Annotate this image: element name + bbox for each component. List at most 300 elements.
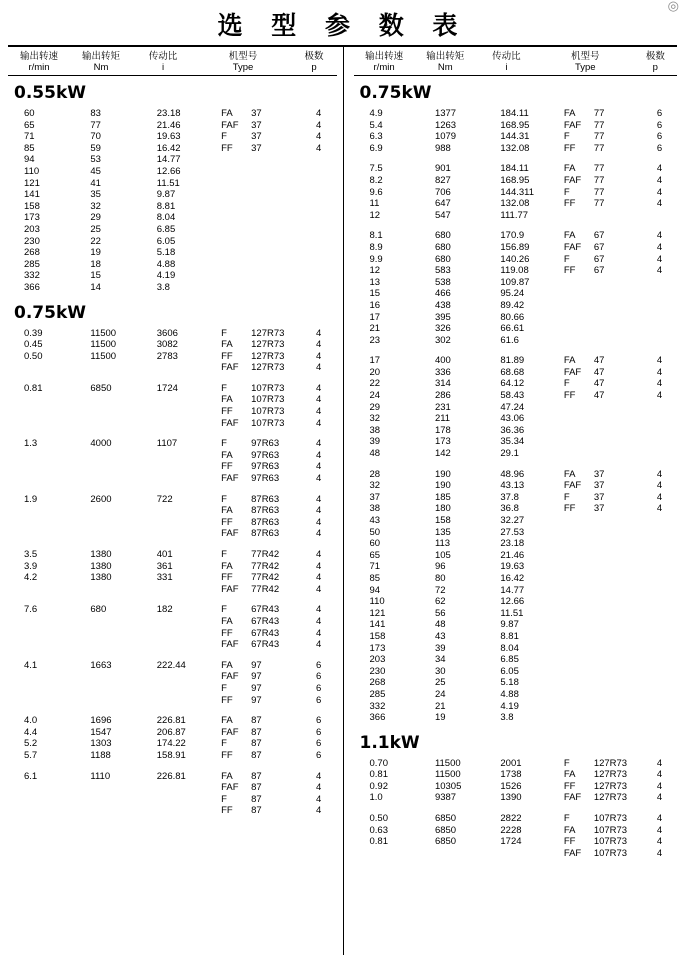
table-row bbox=[8, 131, 337, 143]
cell-ratio: 111.77 bbox=[500, 209, 529, 221]
cell-torque: 1303 bbox=[90, 738, 112, 750]
cell-ratio: 66.61 bbox=[500, 323, 525, 335]
cell-ratio: 361 bbox=[156, 560, 173, 572]
cell-torque: 135 bbox=[434, 526, 451, 538]
cell-poles: 4 bbox=[315, 782, 322, 794]
type-prefix: FA bbox=[563, 108, 576, 119]
cell-type bbox=[207, 528, 301, 540]
type-model: 37 bbox=[593, 480, 605, 492]
cell-poles: 4 bbox=[315, 516, 322, 528]
cell-ratio: 43.13 bbox=[500, 480, 525, 492]
cell-type bbox=[550, 608, 642, 620]
cell-type bbox=[207, 639, 301, 651]
cell-speed: 1.9 bbox=[24, 493, 38, 505]
cell-speed: 13 bbox=[369, 276, 381, 288]
cell-poles: 4 bbox=[315, 350, 322, 362]
type-model: 47 bbox=[593, 355, 605, 367]
cell-torque: 1263 bbox=[434, 119, 457, 131]
table-row bbox=[354, 355, 678, 367]
cell-torque: 466 bbox=[434, 288, 451, 300]
cell-ratio: 32.27 bbox=[500, 515, 525, 526]
cell-poles: 6 bbox=[315, 738, 322, 750]
table-group bbox=[8, 328, 337, 374]
cell-type bbox=[550, 187, 642, 199]
table-row bbox=[354, 503, 678, 515]
cell-torque: 62 bbox=[434, 596, 446, 608]
section-title: 1.1kW bbox=[359, 732, 420, 753]
cell-torque: 4000 bbox=[90, 438, 112, 450]
table-row bbox=[8, 805, 337, 817]
cell-type bbox=[207, 660, 301, 672]
cell-torque: 30 bbox=[434, 665, 446, 677]
section-title: 0.75kW bbox=[359, 83, 432, 103]
type-model: 97 bbox=[251, 659, 262, 671]
cell-type bbox=[550, 108, 642, 120]
cell-poles bbox=[642, 448, 677, 460]
cell-speed bbox=[8, 616, 74, 628]
table-group bbox=[8, 383, 337, 429]
cell-torque bbox=[74, 528, 140, 540]
type-prefix: FA bbox=[221, 715, 233, 727]
table-row bbox=[8, 671, 337, 683]
cell-type bbox=[207, 120, 301, 132]
cell-ratio bbox=[141, 639, 207, 651]
cell-type bbox=[550, 758, 642, 770]
table-row bbox=[354, 480, 678, 492]
cell-type bbox=[550, 712, 642, 724]
cell-type bbox=[550, 813, 642, 825]
cell-torque: 211 bbox=[434, 413, 451, 425]
cell-torque: 1110 bbox=[90, 770, 111, 782]
cell-type bbox=[207, 628, 301, 640]
cell-speed: 366 bbox=[369, 712, 386, 724]
cell-ratio: 11.51 bbox=[156, 177, 180, 189]
table-group bbox=[8, 771, 337, 817]
cell-ratio: 3082 bbox=[156, 339, 178, 351]
cell-poles bbox=[301, 201, 337, 213]
type-prefix: FA bbox=[221, 615, 233, 627]
cell-speed: 71 bbox=[24, 131, 35, 143]
cell-torque: 180 bbox=[434, 503, 451, 515]
type-model: 127R73 bbox=[593, 780, 628, 792]
cell-ratio bbox=[141, 450, 207, 462]
table-row bbox=[354, 792, 678, 804]
table-row bbox=[354, 323, 678, 335]
cell-ratio: 222.44 bbox=[156, 659, 186, 671]
table-row bbox=[354, 210, 678, 222]
cell-ratio: 4.88 bbox=[156, 258, 176, 270]
cell-speed: 230 bbox=[24, 235, 40, 247]
page-title: 选 型 参 数 表 bbox=[217, 11, 468, 40]
cell-type bbox=[207, 270, 301, 282]
cell-poles: 4 bbox=[315, 327, 322, 339]
cell-poles: 4 bbox=[656, 813, 663, 825]
cell-speed bbox=[8, 584, 74, 596]
cell-poles bbox=[642, 436, 677, 448]
table-row bbox=[354, 836, 678, 848]
cell-poles: 4 bbox=[315, 142, 322, 154]
table-row bbox=[354, 288, 678, 300]
type-model: 67R43 bbox=[251, 615, 280, 627]
cell-ratio: 36.8 bbox=[500, 503, 519, 515]
cell-torque: 48 bbox=[434, 619, 446, 631]
cell-ratio bbox=[141, 394, 207, 406]
cell-torque: 25 bbox=[90, 223, 101, 235]
cell-poles: 4 bbox=[315, 339, 322, 351]
table-row bbox=[354, 335, 678, 347]
type-prefix: FA bbox=[221, 659, 233, 671]
cell-type bbox=[550, 323, 642, 335]
table-row bbox=[354, 425, 678, 437]
cell-speed: 0.63 bbox=[369, 824, 388, 836]
cell-ratio bbox=[141, 805, 207, 817]
cell-ratio: 6.05 bbox=[156, 235, 176, 247]
cell-type bbox=[207, 131, 301, 143]
type-prefix: FAF bbox=[563, 847, 582, 859]
cell-ratio bbox=[141, 362, 207, 374]
table-row bbox=[8, 438, 337, 450]
cell-speed: 203 bbox=[24, 223, 40, 235]
cell-type bbox=[550, 469, 642, 481]
cell-poles bbox=[301, 236, 337, 248]
type-model: 127R73 bbox=[593, 757, 628, 769]
table-row bbox=[354, 131, 678, 143]
table-row bbox=[8, 505, 337, 517]
cell-poles bbox=[642, 643, 677, 655]
cell-ratio bbox=[141, 584, 207, 596]
table-row bbox=[8, 461, 337, 473]
cell-speed: 203 bbox=[369, 654, 386, 666]
cell-ratio: 206.87 bbox=[156, 726, 186, 738]
cell-ratio bbox=[141, 528, 207, 540]
table-row bbox=[8, 738, 337, 750]
cell-ratio: 5.18 bbox=[156, 247, 176, 259]
table-row bbox=[8, 201, 337, 213]
cell-poles bbox=[642, 312, 677, 324]
cell-type bbox=[550, 631, 642, 643]
type-prefix: FAF bbox=[563, 480, 582, 492]
type-prefix: FA bbox=[563, 468, 576, 480]
cell-torque bbox=[74, 584, 140, 596]
cell-torque: 6850 bbox=[434, 836, 457, 848]
table-row bbox=[8, 351, 337, 363]
cell-speed: 65 bbox=[24, 119, 35, 131]
cell-ratio bbox=[484, 848, 549, 860]
cell-type bbox=[550, 367, 642, 379]
cell-poles bbox=[642, 288, 677, 300]
cell-torque: 1380 bbox=[90, 549, 112, 560]
type-model: 67 bbox=[593, 230, 605, 242]
cell-speed: 4.9 bbox=[369, 108, 383, 119]
cell-type bbox=[550, 550, 642, 562]
cell-torque bbox=[74, 782, 140, 794]
type-model: 47 bbox=[593, 378, 605, 390]
table-row bbox=[354, 666, 678, 678]
type-prefix: FF bbox=[221, 406, 233, 418]
header-ratio: 传动比 i bbox=[148, 51, 178, 73]
cell-type bbox=[207, 794, 301, 806]
type-prefix: FAF bbox=[221, 417, 239, 429]
cell-torque: 18 bbox=[90, 258, 101, 270]
cell-torque: 438 bbox=[434, 299, 451, 311]
left-column bbox=[8, 47, 343, 955]
right-table-body bbox=[354, 83, 678, 859]
table-group bbox=[354, 813, 678, 859]
cell-torque: 14 bbox=[90, 281, 101, 293]
type-model: 127R73 bbox=[251, 339, 285, 351]
type-prefix: FAF bbox=[563, 366, 582, 378]
cell-poles bbox=[301, 247, 337, 259]
cell-speed: 15 bbox=[369, 288, 381, 300]
cell-poles: 4 bbox=[315, 406, 322, 418]
cell-poles: 4 bbox=[315, 615, 322, 627]
cell-ratio: 6.85 bbox=[500, 654, 519, 666]
cell-poles bbox=[301, 212, 337, 224]
cell-poles: 4 bbox=[315, 572, 322, 584]
cell-poles: 4 bbox=[315, 449, 322, 461]
table-group bbox=[354, 469, 678, 724]
cell-ratio: 1724 bbox=[500, 836, 522, 848]
table-row bbox=[8, 120, 337, 132]
type-model: 107R73 bbox=[593, 824, 628, 836]
cell-type bbox=[207, 782, 301, 794]
cell-speed: 12 bbox=[369, 265, 381, 277]
cell-type bbox=[207, 616, 301, 628]
cell-poles: 6 bbox=[656, 131, 663, 143]
cell-torque: 22 bbox=[90, 235, 101, 247]
table-row bbox=[8, 584, 337, 596]
cell-ratio: 119.08 bbox=[500, 265, 529, 277]
cell-ratio: 168.95 bbox=[500, 174, 530, 186]
table-row bbox=[8, 683, 337, 695]
cell-ratio bbox=[141, 628, 207, 640]
cell-poles: 4 bbox=[656, 253, 663, 265]
table-row bbox=[354, 469, 678, 481]
cell-type bbox=[550, 492, 642, 504]
cell-ratio: 2228 bbox=[500, 824, 522, 836]
cell-ratio: 182 bbox=[156, 604, 173, 616]
type-model: 107R73 bbox=[593, 847, 628, 859]
cell-type bbox=[207, 351, 301, 363]
type-model: 37 bbox=[251, 108, 262, 119]
cell-speed: 7.6 bbox=[24, 604, 38, 616]
type-model: 47 bbox=[593, 390, 605, 402]
type-model: 107R73 bbox=[593, 813, 628, 825]
cell-type bbox=[207, 282, 301, 294]
type-prefix: FA bbox=[563, 769, 576, 781]
cell-speed: 24 bbox=[369, 390, 381, 402]
cell-type bbox=[550, 335, 642, 347]
type-model: 107R73 bbox=[251, 417, 285, 429]
cell-ratio: 81.89 bbox=[500, 355, 525, 367]
type-model: 67R43 bbox=[251, 639, 280, 651]
cell-speed: 173 bbox=[369, 642, 386, 654]
cell-ratio bbox=[141, 406, 207, 418]
cell-ratio: 1724 bbox=[156, 382, 178, 394]
cell-poles: 4 bbox=[315, 108, 322, 119]
cell-speed: 94 bbox=[369, 584, 381, 596]
table-row bbox=[354, 254, 678, 266]
cell-type bbox=[207, 438, 301, 450]
cell-speed: 17 bbox=[369, 355, 381, 367]
cell-type bbox=[550, 163, 642, 175]
cell-poles bbox=[642, 515, 677, 527]
type-prefix: F bbox=[563, 186, 570, 198]
cell-ratio: 3.8 bbox=[500, 712, 514, 724]
cell-torque bbox=[74, 418, 140, 430]
table-row bbox=[8, 639, 337, 651]
header-torque: 输出转矩 Nm bbox=[426, 51, 465, 73]
type-prefix: FF bbox=[563, 780, 576, 792]
cell-speed: 141 bbox=[24, 189, 40, 201]
type-prefix: F bbox=[221, 604, 227, 616]
cell-speed: 0.70 bbox=[369, 757, 388, 769]
cell-ratio: 168.95 bbox=[500, 119, 530, 131]
cell-speed: 12 bbox=[369, 209, 381, 221]
cell-ratio: 109.87 bbox=[500, 276, 530, 288]
cell-type bbox=[550, 265, 642, 277]
cell-type bbox=[550, 515, 642, 527]
type-prefix: FAF bbox=[221, 362, 239, 374]
cell-speed: 366 bbox=[24, 281, 40, 293]
table-row bbox=[8, 660, 337, 672]
table-row bbox=[8, 212, 337, 224]
table-row bbox=[8, 362, 337, 374]
cell-poles bbox=[642, 402, 677, 414]
cell-torque: 680 bbox=[434, 230, 451, 242]
table-row bbox=[354, 550, 678, 562]
table-row bbox=[354, 413, 678, 425]
type-model: 127R73 bbox=[251, 350, 285, 362]
cell-poles bbox=[301, 189, 337, 201]
cell-torque: 901 bbox=[434, 163, 451, 175]
cell-type bbox=[550, 769, 642, 781]
cell-type bbox=[207, 418, 301, 430]
cell-torque bbox=[74, 450, 140, 462]
cell-torque: 59 bbox=[90, 142, 101, 154]
type-prefix: F bbox=[221, 131, 227, 143]
type-prefix: FA bbox=[221, 108, 233, 119]
cell-speed bbox=[8, 362, 74, 374]
table-row bbox=[354, 378, 678, 390]
cell-type bbox=[550, 210, 642, 222]
cell-poles bbox=[642, 619, 677, 631]
cell-torque: 2600 bbox=[90, 493, 112, 505]
cell-speed: 3.5 bbox=[24, 549, 38, 560]
cell-ratio bbox=[141, 683, 207, 695]
cell-speed: 6.1 bbox=[24, 770, 38, 782]
cell-torque: 6850 bbox=[434, 813, 457, 825]
table-row bbox=[354, 677, 678, 689]
header-poles: 极数 p bbox=[304, 51, 324, 73]
cell-torque bbox=[74, 695, 140, 707]
cell-ratio: 6.85 bbox=[156, 223, 176, 235]
cell-speed bbox=[8, 794, 74, 806]
table-row bbox=[8, 517, 337, 529]
type-prefix: FA bbox=[221, 339, 233, 351]
cell-ratio bbox=[141, 671, 207, 683]
type-prefix: FF bbox=[221, 461, 233, 473]
type-prefix: FAF bbox=[563, 119, 582, 131]
cell-torque: 11500 bbox=[90, 339, 117, 351]
cell-type bbox=[207, 178, 301, 190]
cell-speed: 4.4 bbox=[24, 726, 38, 738]
type-model: 77 bbox=[593, 174, 605, 186]
cell-speed bbox=[354, 848, 419, 860]
cell-ratio: 8.04 bbox=[156, 212, 176, 224]
table-row bbox=[354, 689, 678, 701]
cell-speed: 1.3 bbox=[24, 438, 38, 450]
type-prefix: FA bbox=[563, 230, 576, 242]
cell-type bbox=[207, 738, 301, 750]
cell-ratio: 80.66 bbox=[500, 311, 525, 323]
cell-type bbox=[550, 448, 642, 460]
cell-ratio: 722 bbox=[156, 493, 173, 505]
cell-speed: 0.81 bbox=[369, 836, 388, 848]
type-prefix: FF bbox=[563, 142, 576, 154]
cell-torque: 336 bbox=[434, 366, 451, 378]
table-row bbox=[8, 572, 337, 584]
type-model: 87R63 bbox=[251, 493, 280, 505]
cell-torque: 1188 bbox=[90, 749, 111, 761]
table-row bbox=[354, 448, 678, 460]
cell-ratio: 16.42 bbox=[500, 572, 525, 584]
type-model: 77 bbox=[593, 108, 605, 119]
corner-mark-icon: ◎ bbox=[667, 0, 679, 13]
cell-ratio: 48.96 bbox=[500, 468, 525, 480]
type-model: 87 bbox=[251, 715, 262, 727]
cell-poles: 4 bbox=[656, 355, 663, 367]
cell-torque: 11500 bbox=[90, 350, 117, 362]
table-row bbox=[354, 758, 678, 770]
table-row bbox=[8, 782, 337, 794]
type-model: 87 bbox=[251, 793, 262, 805]
type-prefix: FF bbox=[221, 350, 233, 362]
table-row bbox=[354, 631, 678, 643]
table-row bbox=[354, 312, 678, 324]
type-model: 87 bbox=[251, 770, 262, 782]
cell-ratio bbox=[141, 473, 207, 485]
cell-torque: 326 bbox=[434, 323, 451, 335]
table-row bbox=[354, 781, 678, 793]
cell-type bbox=[550, 666, 642, 678]
table-row bbox=[354, 701, 678, 713]
cell-type bbox=[207, 561, 301, 573]
cell-speed: 1.0 bbox=[369, 792, 383, 804]
cell-torque: 178 bbox=[434, 424, 451, 436]
table-row bbox=[354, 643, 678, 655]
cell-type bbox=[207, 362, 301, 374]
cell-torque: 96 bbox=[434, 561, 446, 573]
type-model: 107R73 bbox=[593, 836, 628, 848]
cell-speed: 29 bbox=[369, 401, 381, 413]
cell-torque bbox=[74, 473, 140, 485]
cell-torque: 1547 bbox=[90, 726, 112, 738]
cell-type bbox=[550, 619, 642, 631]
cell-speed: 32 bbox=[369, 413, 381, 425]
cell-torque: 10305 bbox=[434, 780, 462, 792]
type-model: 77 bbox=[593, 186, 605, 198]
cell-ratio: 61.6 bbox=[500, 334, 519, 346]
type-model: 77R42 bbox=[251, 560, 280, 572]
cell-poles: 4 bbox=[656, 780, 663, 792]
cell-torque: 988 bbox=[434, 142, 451, 154]
cell-torque: 158 bbox=[434, 515, 451, 526]
cell-type bbox=[550, 677, 642, 689]
cell-speed: 5.2 bbox=[24, 738, 38, 750]
cell-type bbox=[550, 175, 642, 187]
table-row bbox=[8, 394, 337, 406]
